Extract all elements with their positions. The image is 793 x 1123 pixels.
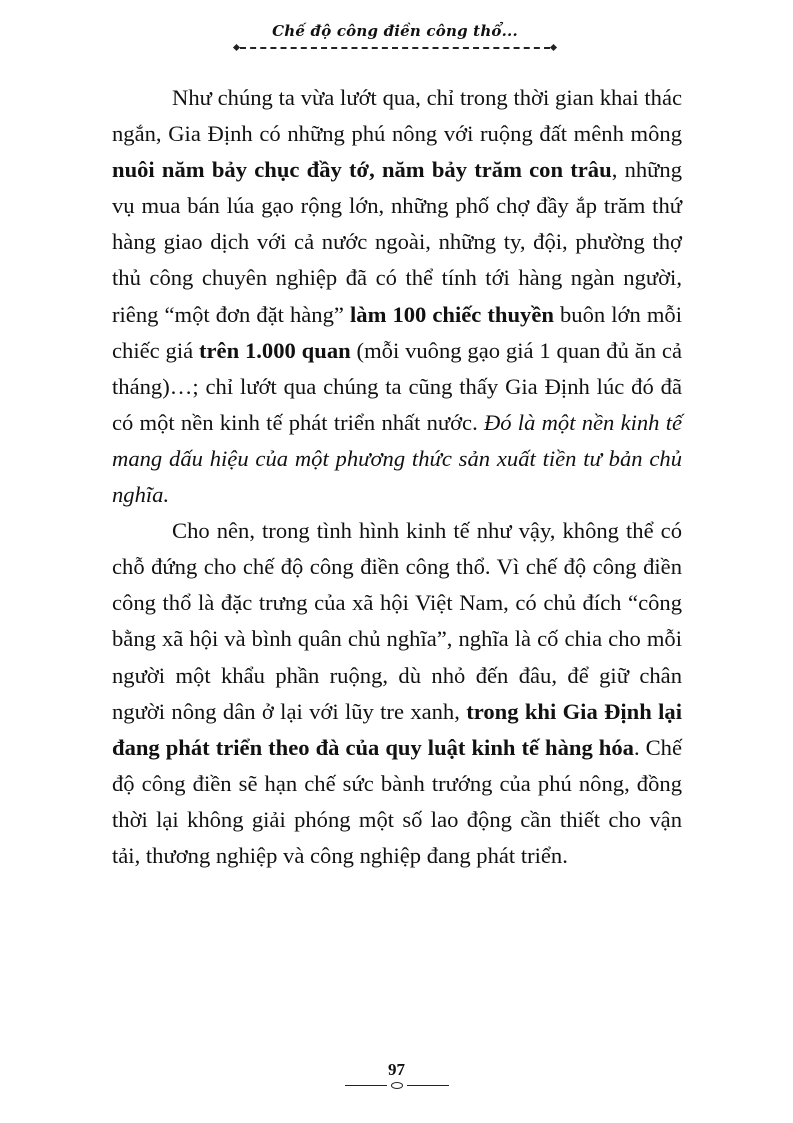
running-title: Chế độ công điền công thổ... (272, 22, 518, 40)
paragraph-1-bold-3: trên 1.000 quan (198, 337, 351, 363)
paragraph-1-text-1: Như chúng ta vừa lướt qua, chỉ trong thời gian khai thác ngắn, Gia Định có những phú nông với ruộng đất mênh mông (112, 85, 682, 147)
header-dashed-rule (240, 47, 550, 49)
paragraph-1-text-3: buôn lớn mỗi chiếc giá (112, 301, 682, 363)
paragraph-1-text-2: , những vụ mua bán lúa gạo rộng lớn, những phố chợ đầy ắp trăm thứ hàng giao dịch với cả nước ngoài, những ty, đội, phường thợ thủ công chuyên nghiệp đã có thể tính tới hàng ngàn người, riêng “một đơn đặt hàng” (112, 157, 682, 327)
footer-ornament-rule (345, 1082, 449, 1088)
paragraph-2-text-1: Cho nên, trong tình hình kinh tế như vậy, không thể có chỗ đứng cho chế độ công điền công thổ. Vì chế độ công điền công thổ là đặc trưng của xã hội Việt Nam, có chủ đích “công bằng xã hội và bình quân chủ nghĩa”, nghĩa là cố chia cho mỗi người một khẩu phần ruộng, dù nhỏ đến đâu, để giữ chân người nông dân ở lại với lũy tre xanh, (112, 518, 682, 724)
paragraph-2 (112, 513, 682, 874)
page-body (112, 80, 682, 874)
paragraph-2-text-2: . Chế độ công điền sẽ hạn chế sức bành trướng của phú nông, đồng thời lại không giải phóng một số lao động cần thiết cho vận tải, thương nghiệp và công nghiệp đang phát triển. (112, 734, 682, 868)
paragraph-2-bold-1: trong khi Gia Định lại đang phát triển theo đà của quy luật kinh tế hàng hóa (112, 698, 682, 760)
paragraph-1-bold-1: nuôi năm bảy chục đầy tớ, năm bảy trăm con trâu (112, 157, 612, 183)
paragraph-1-text-4: (mỗi vuông gạo giá 1 quan đủ ăn cả tháng)…; chỉ lướt qua chúng ta cũng thấy Gia Định lúc đó đã có một nền kinh tế phát triển nhất nước. (112, 337, 682, 435)
paragraph-1-italic-1: Đó là một nền kinh tế mang dấu hiệu của một phương thức sản xuất tiền tư bản chủ nghĩa. (112, 409, 682, 508)
page-footer (0, 1060, 793, 1088)
page-number: 97 (388, 1060, 405, 1079)
footer-ornament-icon (391, 1082, 403, 1089)
running-header (240, 22, 550, 49)
paragraph-1 (112, 80, 682, 513)
paragraph-1-bold-2: làm 100 chiếc thuyền (350, 301, 554, 327)
